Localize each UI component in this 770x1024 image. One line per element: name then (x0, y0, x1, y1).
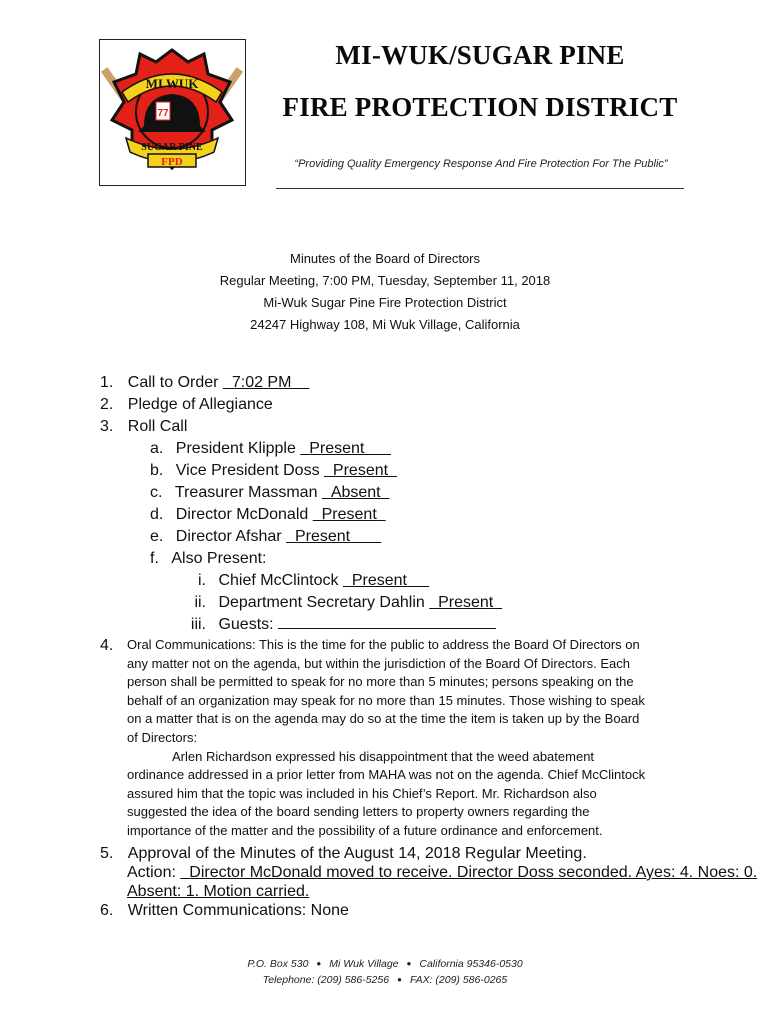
fire-district-emblem (100, 40, 244, 184)
footer-contact (0, 974, 770, 986)
tagline: “Providing Quality Emergency Response And Fire Protection For The Public” (294, 158, 668, 170)
roll-call-status: Present (294, 528, 351, 545)
roll-call-item: e. Director Afshar Present (150, 528, 351, 545)
roll-call-status: Present (332, 462, 389, 479)
footer-state-zip: California 95346-0530 (419, 958, 523, 970)
roll-call-item: c. Treasurer Massman Absent (150, 484, 381, 501)
roll-call-item: a. President Klipple Present (150, 440, 365, 457)
oral-note-line: importance of the matter and the possibility of a future ordinance and enforcement. (127, 822, 603, 838)
footer-village: Mi Wuk Village (329, 958, 399, 970)
footer-po-box: P.O. Box 530 (247, 958, 309, 970)
agenda-item-call-to-order: 1. Call to Order 7:02 PM (100, 374, 292, 391)
footer-telephone: Telephone: (209) 586-5256 (262, 974, 390, 986)
bullet-icon: ● (397, 975, 402, 984)
bullet-icon: ● (316, 959, 322, 968)
meeting-date: Regular Meeting, 7:00 PM, Tuesday, September 11, 2018 (219, 273, 551, 288)
roll-call-item: d. Director McDonald Present (150, 506, 377, 523)
also-present-item: iii. Guests: (178, 616, 496, 633)
logo-text-fpd: FPD (161, 156, 183, 168)
logo-text-top: MI WUK (145, 76, 199, 91)
agenda-item-approval: 5. Approval of the Minutes of the August 14, 2018 Regular Meeting. (100, 845, 587, 862)
oral-note-line: Arlen Richardson expressed his disappointment that the weed abatement (172, 748, 595, 764)
header-divider (276, 188, 684, 189)
agenda-item-oral-number: 4. (100, 637, 114, 654)
footer-fax: FAX: (209) 586-0265 (409, 974, 508, 986)
approval-action: Action: Director McDonald moved to receive. Director Doss seconded. Ayes: 4. Noes: 0. (127, 864, 758, 881)
also-present-item: ii. Department Secretary Dahlin Present (194, 594, 494, 611)
meeting-district: Mi-Wuk Sugar Pine Fire Protection District (263, 295, 507, 310)
oral-communications-text: Oral Communications: This is the time for the public to address the Board Of Directors on any matter not on the agenda, but within the jurisdiction of the Board Of Directors. Each person shall be permitted to speak for no more than 5 minutes; persons speaking on the behalf of an organization may speak for no more than 15 minutes. Those wishing to speak on a matter that is on the agenda may do so at the time the item is taken up by the Board of Directors: Arlen Richardson expressed his disappointment that the weed abatement ordinance addressed in a prior letter from MAHA was not on the agenda. Chief McClintock assured him that the topic was included in his Chief’s Report. Mr. Richardson also suggested the idea of the board sending letters to property owners regarding the importance of the matter and the possibility of a future ordinance and enforcement. (127, 636, 687, 841)
oral-note-line: assured him that the topic was included in his Chief’s Report. Mr. Richardson also (127, 785, 597, 801)
meeting-heading (120, 248, 650, 336)
call-to-order-time: 7:02 PM (231, 374, 292, 391)
agenda-item-written-communications: 6. Written Communications: None (100, 902, 349, 919)
also-present-item: i. Chief McClintock Present (198, 572, 407, 589)
approval-action-text: Director McDonald moved to receive. Director Doss seconded. Ayes: 4. Noes: 0. (189, 864, 758, 881)
district-title-line2: FIRE PROTECTION DISTRICT (282, 92, 678, 122)
approval-action-continued: Absent: 1. Motion carried. (127, 883, 310, 900)
roll-call-status: Absent (330, 484, 381, 501)
helmet-number: 77 (157, 108, 169, 119)
guests-blank-line (278, 616, 496, 629)
attendance-status: Present (438, 594, 494, 611)
roll-call-status: Present (309, 440, 365, 457)
footer-address (0, 958, 770, 970)
roll-call-item: b. Vice President Doss Present (150, 462, 389, 479)
oral-note-line: suggested the idea of the board sending letters to property owners regarding the (127, 804, 590, 820)
logo-text-bottom: SUGAR PINE (141, 142, 203, 153)
bullet-icon: ● (406, 959, 412, 968)
agenda-item-pledge: 2. Pledge of Allegiance (100, 396, 273, 413)
oral-note-line: ordinance addressed in a prior letter from MAHA was not on the agenda. Chief McClintock (127, 767, 646, 783)
roll-call-item: f. Also Present: (150, 550, 267, 567)
agenda-item-roll-call: 3. Roll Call (100, 418, 188, 435)
district-logo (99, 39, 246, 186)
meeting-title: Minutes of the Board of Directors (289, 251, 481, 266)
district-title-line1: MI-WUK/SUGAR PINE (335, 40, 625, 70)
roll-call-status: Present (321, 506, 377, 523)
attendance-status: Present (351, 572, 407, 589)
meeting-address: 24247 Highway 108, Mi Wuk Village, California (250, 317, 520, 332)
